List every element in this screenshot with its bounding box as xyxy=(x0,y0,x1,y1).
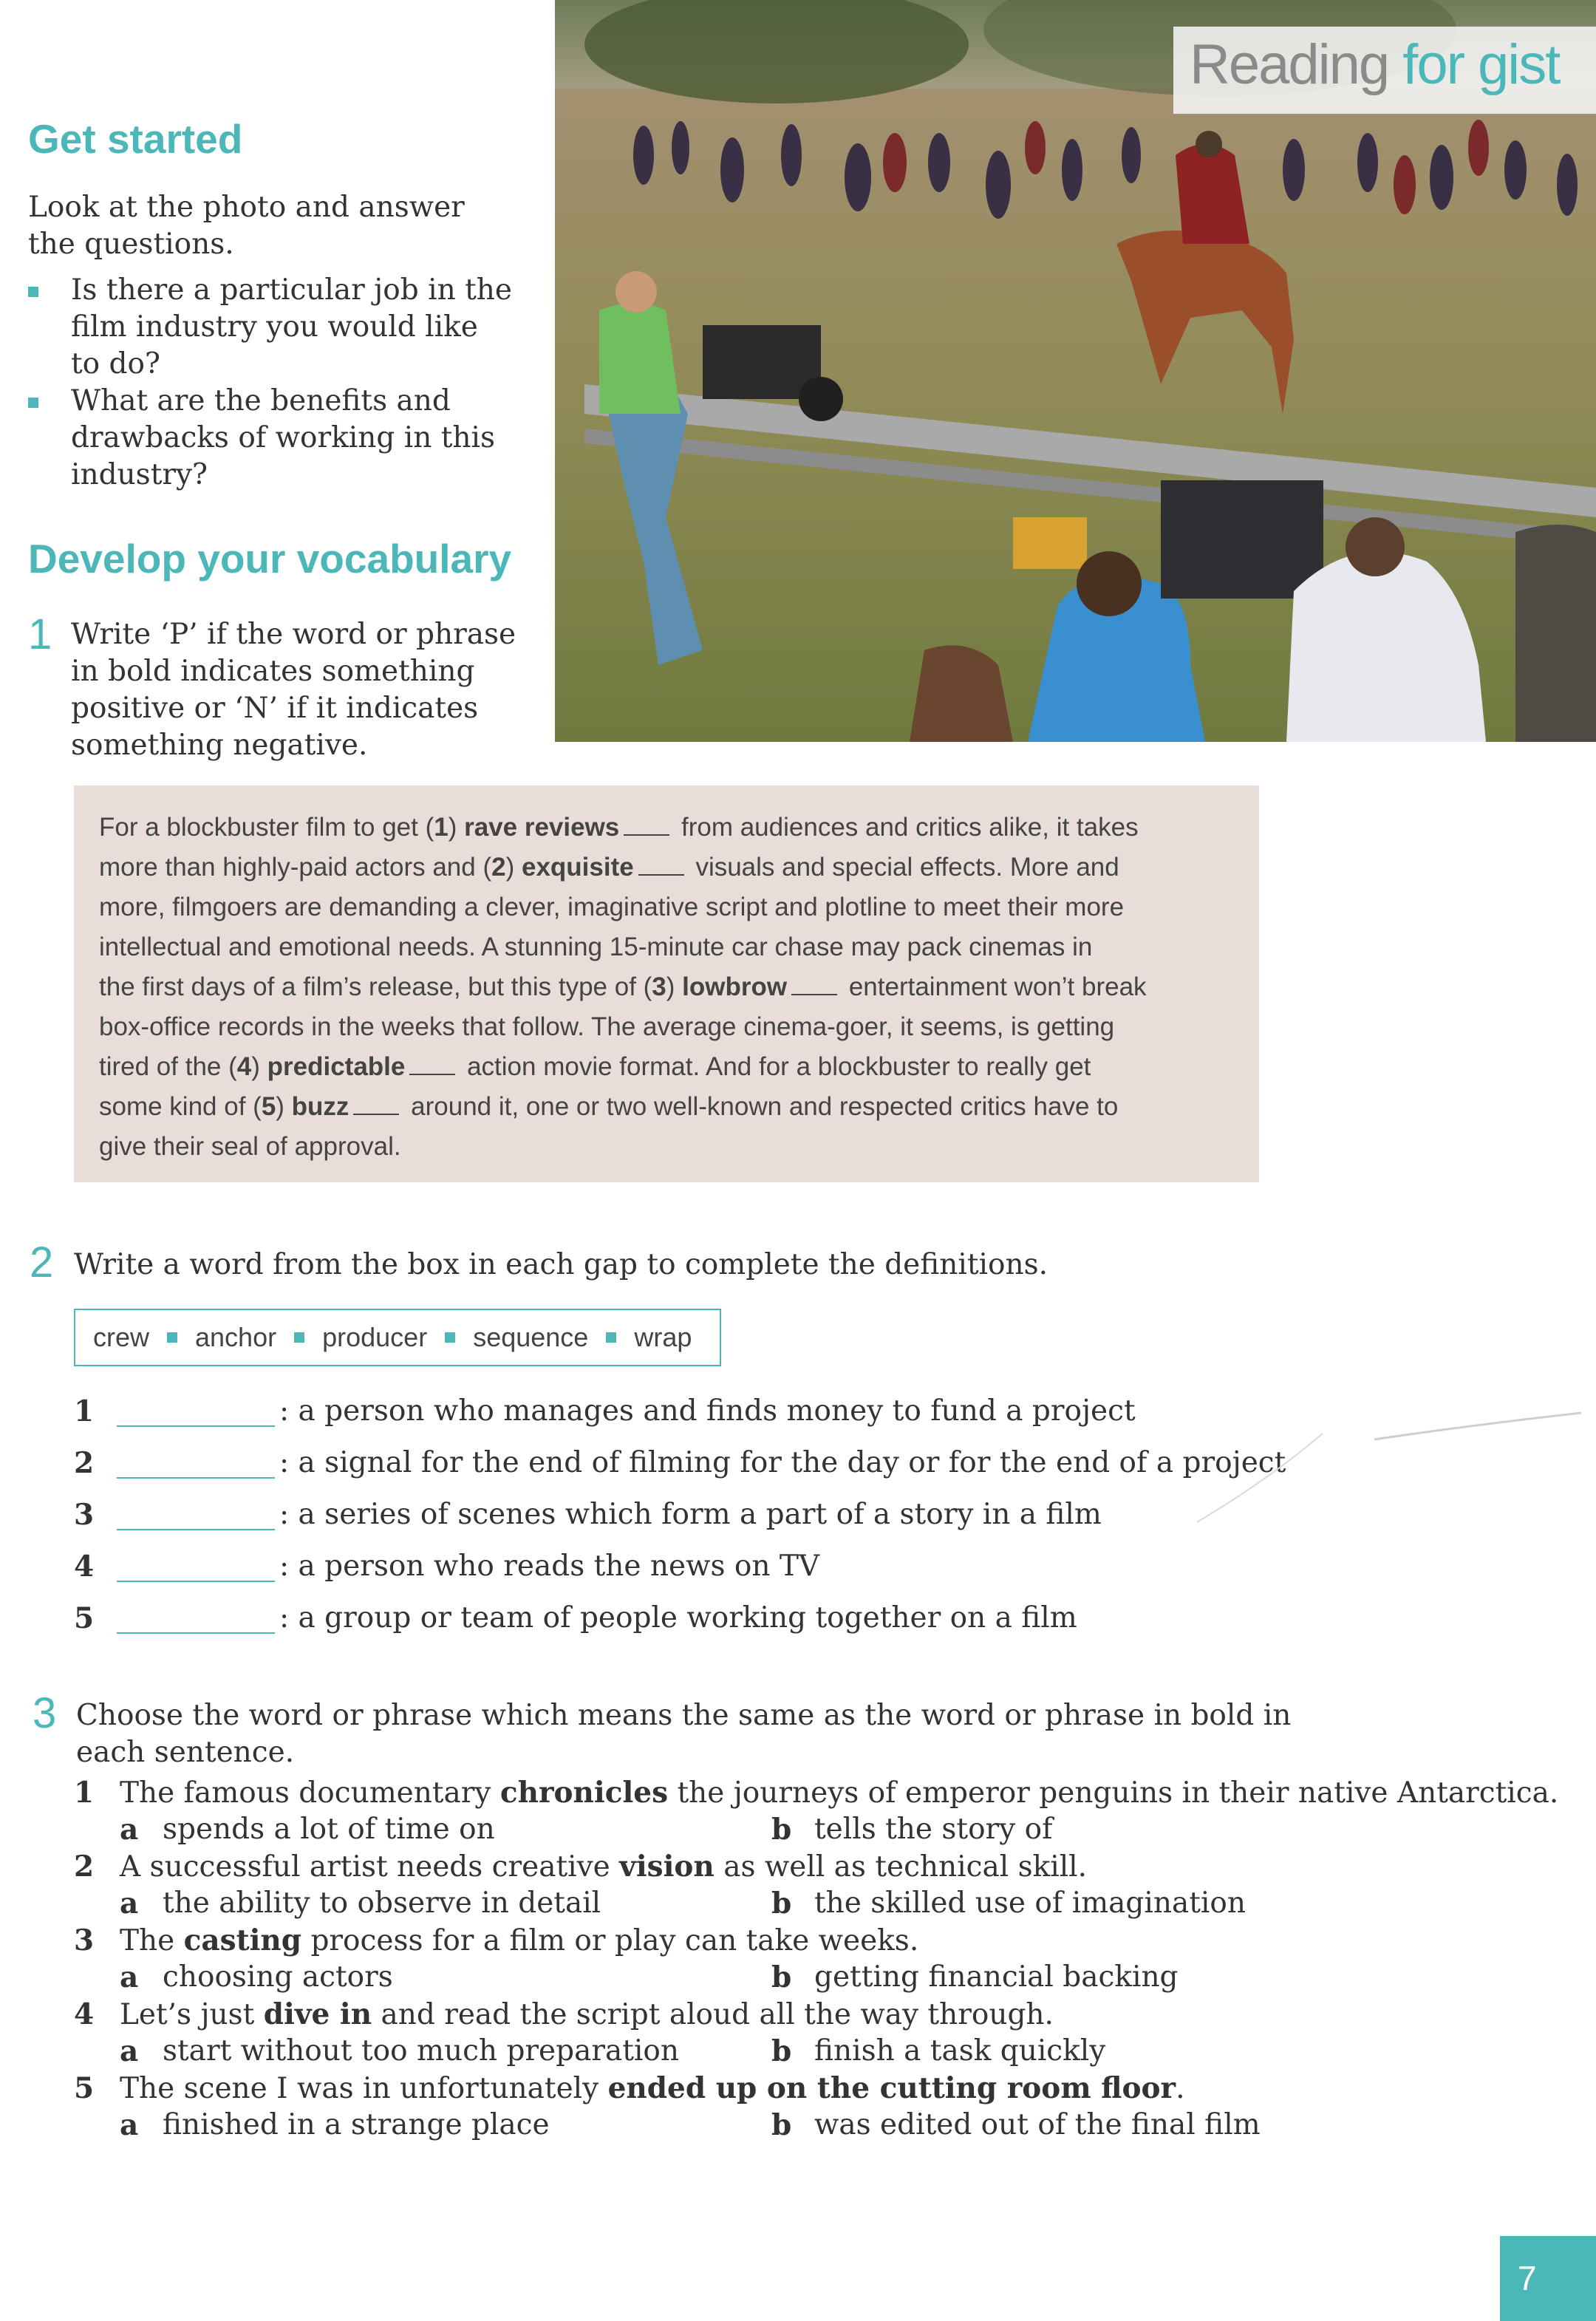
word-box-item: wrap xyxy=(634,1322,692,1352)
exercise-3-instruction xyxy=(76,1697,1291,1771)
passage-line: For a blockbuster film to get (1) rave reviews from audiences and critics alike, it takes xyxy=(99,813,1139,842)
passage-line: box-office records in the weeks that follow. The average cinema-goer, it seems, is getting xyxy=(99,1012,1115,1041)
reading-passage-box xyxy=(74,785,1259,1182)
bold-term: vision xyxy=(619,1850,715,1884)
question-line: film industry you would like xyxy=(71,310,478,344)
question-line: What are the benefits and xyxy=(71,384,451,417)
instruction-line: Choose the word or phrase which means the same as the word or phrase in bold in xyxy=(76,1699,1292,1732)
answer-line[interactable] xyxy=(117,1581,275,1582)
question-line: to do? xyxy=(71,347,160,381)
intro-line: the questions. xyxy=(28,228,234,261)
square-bullet-icon xyxy=(167,1332,177,1343)
square-bullet-icon xyxy=(606,1332,616,1343)
bold-term: rave reviews xyxy=(464,813,620,842)
exercise-2-number: 2 xyxy=(30,1238,54,1286)
get-started-heading: Get started xyxy=(28,116,243,162)
answer-gap[interactable] xyxy=(791,994,837,995)
passage-line: give their seal of approval. xyxy=(99,1132,401,1161)
option-b[interactable]: was edited out of the final film xyxy=(814,2108,1261,2141)
question-line: industry? xyxy=(71,458,208,491)
bold-term: chronicles xyxy=(499,1776,669,1810)
instruction-line: Write ‘P’ if the word or phrase xyxy=(71,618,516,651)
bold-term: lowbrow xyxy=(682,972,788,1001)
bold-term: exquisite xyxy=(521,853,634,882)
option-a[interactable]: spends a lot of time on xyxy=(163,1813,495,1846)
answer-gap[interactable] xyxy=(409,1074,455,1075)
answer-line[interactable] xyxy=(117,1632,275,1634)
word-box xyxy=(74,1309,721,1366)
option-b[interactable]: tells the story of xyxy=(814,1813,1053,1846)
section-label-part2: for gist xyxy=(1402,33,1560,96)
exercise-3-number: 3 xyxy=(33,1689,57,1737)
question-line: Is there a particular job in the xyxy=(71,273,512,307)
option-a[interactable]: finished in a strange place xyxy=(163,2108,550,2141)
passage-line: tired of the (4) predictable action movie format. And for a blockbuster to really get xyxy=(99,1052,1091,1081)
passage-line: some kind of (5) buzz around it, one or two well-known and respected critics have to xyxy=(99,1092,1119,1121)
answer-line[interactable] xyxy=(117,1529,275,1530)
item-number: 2 xyxy=(74,1446,95,1480)
question-item xyxy=(28,272,512,383)
passage-line: more, filmgoers are demanding a clever, imaginative script and plotline to meet their more xyxy=(99,893,1125,921)
square-bullet-icon xyxy=(294,1332,304,1343)
bold-term: predictable xyxy=(267,1052,406,1081)
item-number: 3 xyxy=(74,1498,95,1532)
option-a[interactable]: the ability to observe in detail xyxy=(163,1887,601,1920)
passage-line: more than highly-paid actors and (2) exquisite visuals and special effects. More and xyxy=(99,853,1119,882)
page-number: 7 xyxy=(1500,2236,1596,2321)
definition-text: : a signal for the end of filming for the day or for the end of a project xyxy=(279,1446,1286,1479)
word-box-item: sequence xyxy=(473,1322,589,1352)
answer-gap[interactable] xyxy=(638,874,684,876)
answer-gap[interactable] xyxy=(353,1114,399,1115)
item-number: 1 xyxy=(74,1394,95,1428)
definition-text: : a person who manages and finds money to fund a project xyxy=(279,1394,1136,1428)
option-b[interactable]: finish a task quickly xyxy=(814,2034,1106,2068)
word-box-item: crew xyxy=(93,1322,150,1352)
section-label xyxy=(1173,27,1596,114)
bold-term: buzz xyxy=(291,1092,349,1121)
square-bullet-icon xyxy=(445,1332,455,1343)
definition-text: : a group or team of people working together on a film xyxy=(279,1601,1077,1635)
word-box-item: producer xyxy=(322,1322,428,1352)
instruction-line: positive or ‘N’ if it indicates xyxy=(71,692,479,725)
answer-gap[interactable] xyxy=(624,834,669,836)
develop-vocabulary-heading: Develop your vocabulary xyxy=(28,536,512,582)
question-item xyxy=(28,383,512,494)
get-started-questions xyxy=(28,272,512,494)
answer-line[interactable] xyxy=(117,1425,275,1427)
intro-line: Look at the photo and answer xyxy=(28,191,465,224)
bold-term: dive in xyxy=(263,1997,372,2031)
pencil-mark xyxy=(1182,1404,1596,1537)
get-started-intro xyxy=(28,189,465,263)
exercise-1-number: 1 xyxy=(28,610,52,658)
bold-term: casting xyxy=(183,1923,302,1957)
question-line: drawbacks of working in this xyxy=(71,421,496,454)
option-a[interactable]: choosing actors xyxy=(163,1960,393,1994)
definition-text: : a series of scenes which form a part of a story in a film xyxy=(279,1498,1102,1531)
answer-line[interactable] xyxy=(117,1477,275,1479)
passage-line: the first days of a film’s release, but this type of (3) lowbrow entertainment won’t break xyxy=(99,972,1147,1001)
option-b[interactable]: getting financial backing xyxy=(814,1960,1179,1994)
bold-term: ended up on the cutting room floor xyxy=(607,2071,1176,2105)
instruction-line: something negative. xyxy=(71,729,368,762)
instruction-line: each sentence. xyxy=(76,1736,295,1769)
definition-text: : a person who reads the news on TV xyxy=(279,1550,820,1583)
option-a[interactable]: start without too much preparation xyxy=(163,2034,679,2068)
word-box-item: anchor xyxy=(195,1322,277,1352)
option-b[interactable]: the skilled use of imagination xyxy=(814,1887,1246,1920)
item-number: 4 xyxy=(74,1550,95,1584)
item-number: 5 xyxy=(74,1601,95,1635)
exercise-2-instruction: Write a word from the box in each gap to complete the definitions. xyxy=(74,1248,1048,1281)
exercise-1-instruction xyxy=(71,616,516,764)
section-label-part1: Reading xyxy=(1190,33,1389,96)
passage-line: intellectual and emotional needs. A stunning 15-minute car chase may pack cinemas in xyxy=(99,933,1093,961)
instruction-line: in bold indicates something xyxy=(71,655,475,688)
